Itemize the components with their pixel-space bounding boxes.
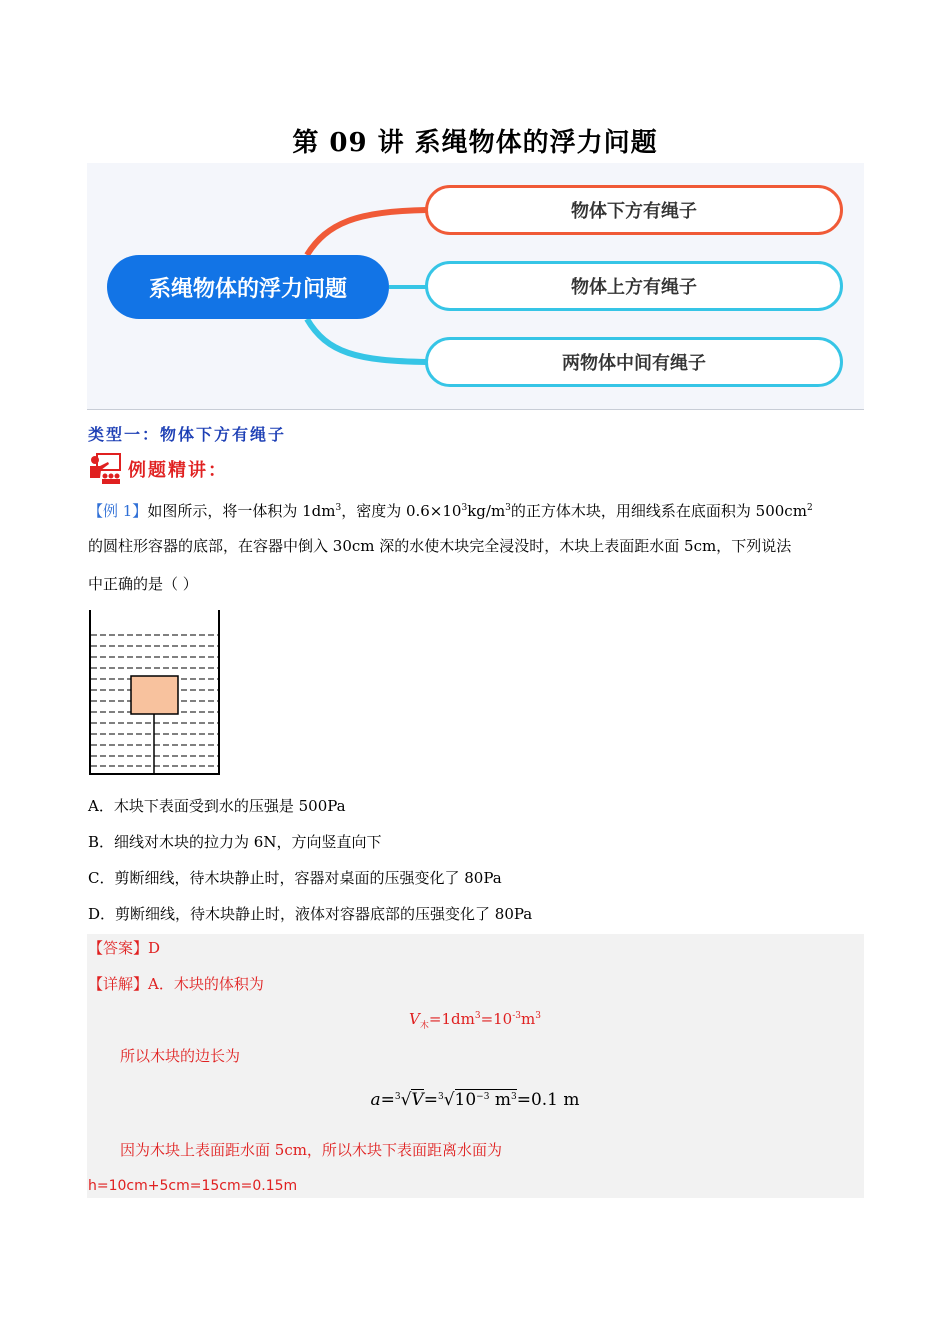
mind-map-branch-3: 两物体中间有绳子 [425,337,843,387]
mind-map-center: 系绳物体的浮力问题 [107,255,389,319]
analysis-tag: 【详解】 [88,975,149,993]
question-line-3: 中正确的是（ ） [88,575,198,593]
analysis-line-2: 所以木块的边长为 [120,1047,241,1065]
example-heading [88,451,228,487]
answer-tag: 【答案】 [88,939,149,957]
teacher-icon [88,452,122,486]
mind-map-branch-1: 物体下方有绳子 [425,185,843,235]
question-line-1: 【例 1】如图所示，将一体积为 $1dm^3$，密度为 $0.6\times 10^3kg/m^3$的正方体木块，用细线系在底面积为 $500cm^2$ [88,502,813,520]
wood-block [131,676,178,714]
option-b: B．细线对木块的拉力为 6N，方向竖直向下 [88,833,382,851]
question-tag: 【例 1】 [88,502,148,520]
example-label: 例题精讲： [128,460,228,481]
option-a: A．木块下表面受到水的压强是 500Pa [88,797,346,815]
option-c: C．剪断细线，待木块静止时，容器对桌面的压强变化了 80Pa [88,869,502,887]
analysis-line-4: h=10cm+5cm=15cm=0.15m [88,1178,298,1194]
mind-map-branch-2: 物体上方有绳子 [425,261,843,311]
analysis-line-3: 因为木块上表面距水面 5cm，所以木块下表面距离水面为 [120,1141,502,1159]
answer-line [88,938,160,958]
formula-volume: $V_木=1dm^3=10^{-3}m^3$ [409,1010,541,1031]
formula-edge-length: $a=^3√V=^3√10^{-3}$ $m^3=0.1$ m [370,1090,580,1110]
answer-value: D [148,939,161,957]
analysis-line-1: 【详解】A．木块的体积为 [88,975,264,993]
question-line-2: 的圆柱形容器的底部，在容器中倒入 30cm 深的水使木块完全浸没时，木块上表面距水面 5cm，下列说法 [88,537,792,555]
container-diagram [88,608,223,778]
page-title: 第 09 讲 系绳物体的浮力问题 [292,128,658,158]
mind-map [87,163,864,410]
option-d: D．剪断细线，待木块静止时，液体对容器底部的压强变化了 80Pa [88,905,533,923]
section-heading: 类型一：物体下方有绳子 [88,425,287,444]
